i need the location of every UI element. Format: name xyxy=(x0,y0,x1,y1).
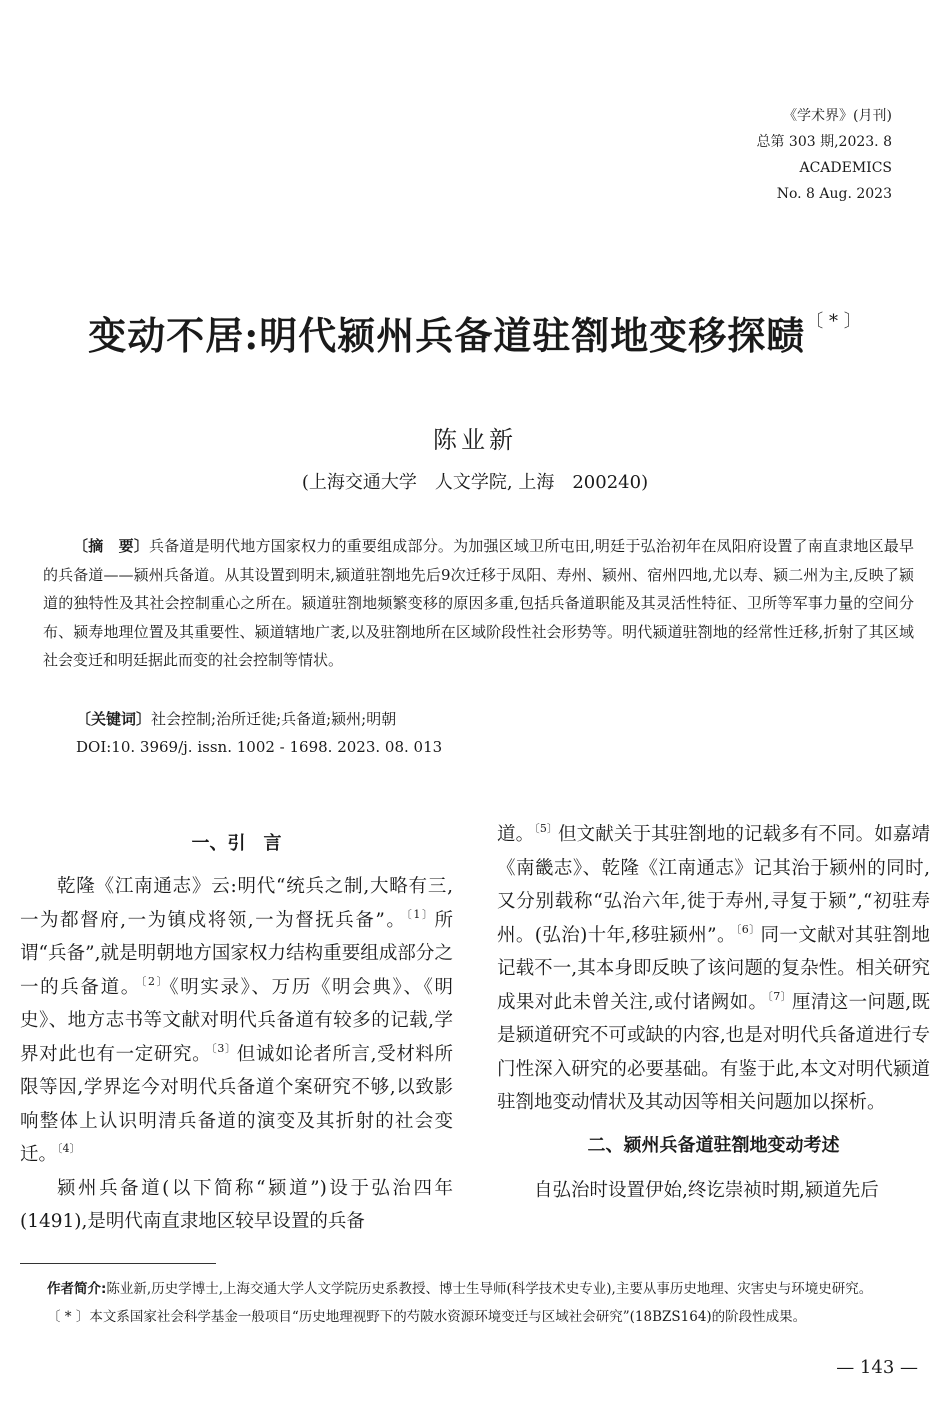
citation-ref: 〔2〕 xyxy=(140,974,170,988)
journal-english-name: ACADEMICS xyxy=(799,160,892,176)
body-column-right xyxy=(497,818,930,1207)
funding-note xyxy=(20,1305,928,1329)
citation-ref: 〔7〕 xyxy=(767,989,793,1003)
author-bio-label: 作者简介: xyxy=(47,1281,107,1297)
title-footnote-mark: 〔 * 〕 xyxy=(805,311,862,332)
citation-ref: 〔6〕 xyxy=(735,922,761,936)
footnote-divider xyxy=(20,1263,216,1264)
citation-ref: 〔1〕 xyxy=(406,907,435,921)
text-run: 厘清这一问题,既是颍道研究不可或缺的内容,也是对明代兵备道进行专门性深入研究的必要基础。有鉴于此,本文对明代颍道驻劄地变动情状及其动因等相关问题加以探析。 xyxy=(497,991,930,1113)
journal-info xyxy=(756,103,892,207)
section-heading-introduction: 一、引 言 xyxy=(191,833,282,854)
text-run: 但诚如论者所言,受材料所限等因,学界迄今对明代兵备道个案研究不够,以致影响整体上认识明清兵备道的演变及其折射的社会变迁。 xyxy=(20,1043,453,1165)
citation-ref: 〔3〕 xyxy=(211,1041,237,1055)
abstract xyxy=(43,532,914,675)
journal-name: 《学术界》(月刊) xyxy=(783,108,892,124)
body-column-left xyxy=(20,818,453,1239)
abstract-text: 兵备道是明代地方国家权力的重要组成部分。为加强区域卫所屯田,明廷于弘治初年在凤阳府设置了南直隶地区最早的兵备道——颍州兵备道。从其设置到明末,颍道驻劄地先后9次迁移于凤阳、寿州、颍州、宿州四地,尤以寿、颍二州为主,反映了颍道的独特性及其社会控制重心之所在。颍道驻劄地频繁变移的原因多重,包括兵备道职能及其灵活性特征、卫所等军事力量的空间分布、颍寿地理位置及其重要性、颍道辖地广袤,以及驻劄地所在区域阶段性社会形势等。明代颍道驻劄地的经常性迁移,折射了其区域社会变迁和明廷据此而变的社会控制等情状。 xyxy=(43,537,914,669)
article-author: 陈业新 xyxy=(433,426,517,454)
text-run: 乾隆《江南通志》云:明代“统兵之制,大略有三,一为都督府,一为镇戍将领,一为督抚兵备”。 xyxy=(20,876,453,931)
funding-label: 〔 * 〕 xyxy=(47,1309,90,1325)
article-title xyxy=(0,305,950,360)
text-run: 所谓“兵备”,就是明朝地方国家权力结构重要组成部分之一的兵备道。 xyxy=(20,909,453,998)
text-run: 但文献关于其驻劄地的记载多有不同。如嘉靖《南畿志》、乾隆《江南通志》记其治于颍州的同时,又分别载称“弘治六年,徙于寿州,寻复于颍”,“初驻寿州。(弘治)十年,移驻颍州”。 xyxy=(497,824,930,946)
paragraph xyxy=(497,818,930,1120)
journal-issue: 总第 303 期,2023. 8 xyxy=(756,134,892,150)
paragraph: 自弘治时设置伊始,终讫崇祯时期,颍道先后 xyxy=(534,1179,879,1201)
text-run: 《明实录》、万历《明会典》、《明史》、地方志书等文献对明代兵备道有较多的记载,学界对此也有一定研究。 xyxy=(20,976,453,1065)
keywords-text: 社会控制;治所迁徙;兵备道;颍州;明朝 xyxy=(151,710,397,728)
text-run: 同一文献对其驻劄地记载不一,其本身即反映了该问题的复杂性。相关研究成果对此未曾关注,或付诸阙如。 xyxy=(497,924,930,1013)
funding-text: 本文系国家社会科学基金一般项目“历史地理视野下的芍陂水资源环境变迁与区域社会研究”(18BZS164)的阶段性成果。 xyxy=(89,1309,807,1325)
text-run: 道。 xyxy=(497,824,535,845)
paragraph xyxy=(20,870,453,1172)
paragraph: 颍州兵备道(以下简称“颍道”)设于弘治四年(1491),是明代南直隶地区较早设置的兵备 xyxy=(20,1177,453,1232)
keywords-label: 〔关键词〕 xyxy=(76,710,152,728)
citation-ref: 〔4〕 xyxy=(57,1142,81,1155)
page-number: — 143 — xyxy=(836,1357,918,1378)
abstract-label: 〔摘 要〕 xyxy=(73,537,150,555)
journal-english-issue: No. 8 Aug. 2023 xyxy=(776,186,892,202)
keywords xyxy=(76,705,396,733)
doi: DOI:10. 3969/j. issn. 1002 - 1698. 2023. 08. 013 xyxy=(76,738,443,756)
section-heading-relocation: 二、颍州兵备道驻劄地变动考述 xyxy=(587,1134,840,1156)
author-affiliation: (上海交通大学 人文学院, 上海 200240) xyxy=(301,472,649,493)
footnotes xyxy=(20,1277,928,1329)
author-bio-note xyxy=(20,1277,928,1301)
author-bio-text: 陈业新,历史学博士,上海交通大学人文学院历史系教授、博士生导师(科学技术史专业),主要从事历史地理、灾害史与环境史研究。 xyxy=(106,1281,873,1297)
article-title-text: 变动不居:明代颍州兵备道驻劄地变移探赜 xyxy=(88,313,806,358)
citation-ref: 〔5〕 xyxy=(534,822,559,835)
